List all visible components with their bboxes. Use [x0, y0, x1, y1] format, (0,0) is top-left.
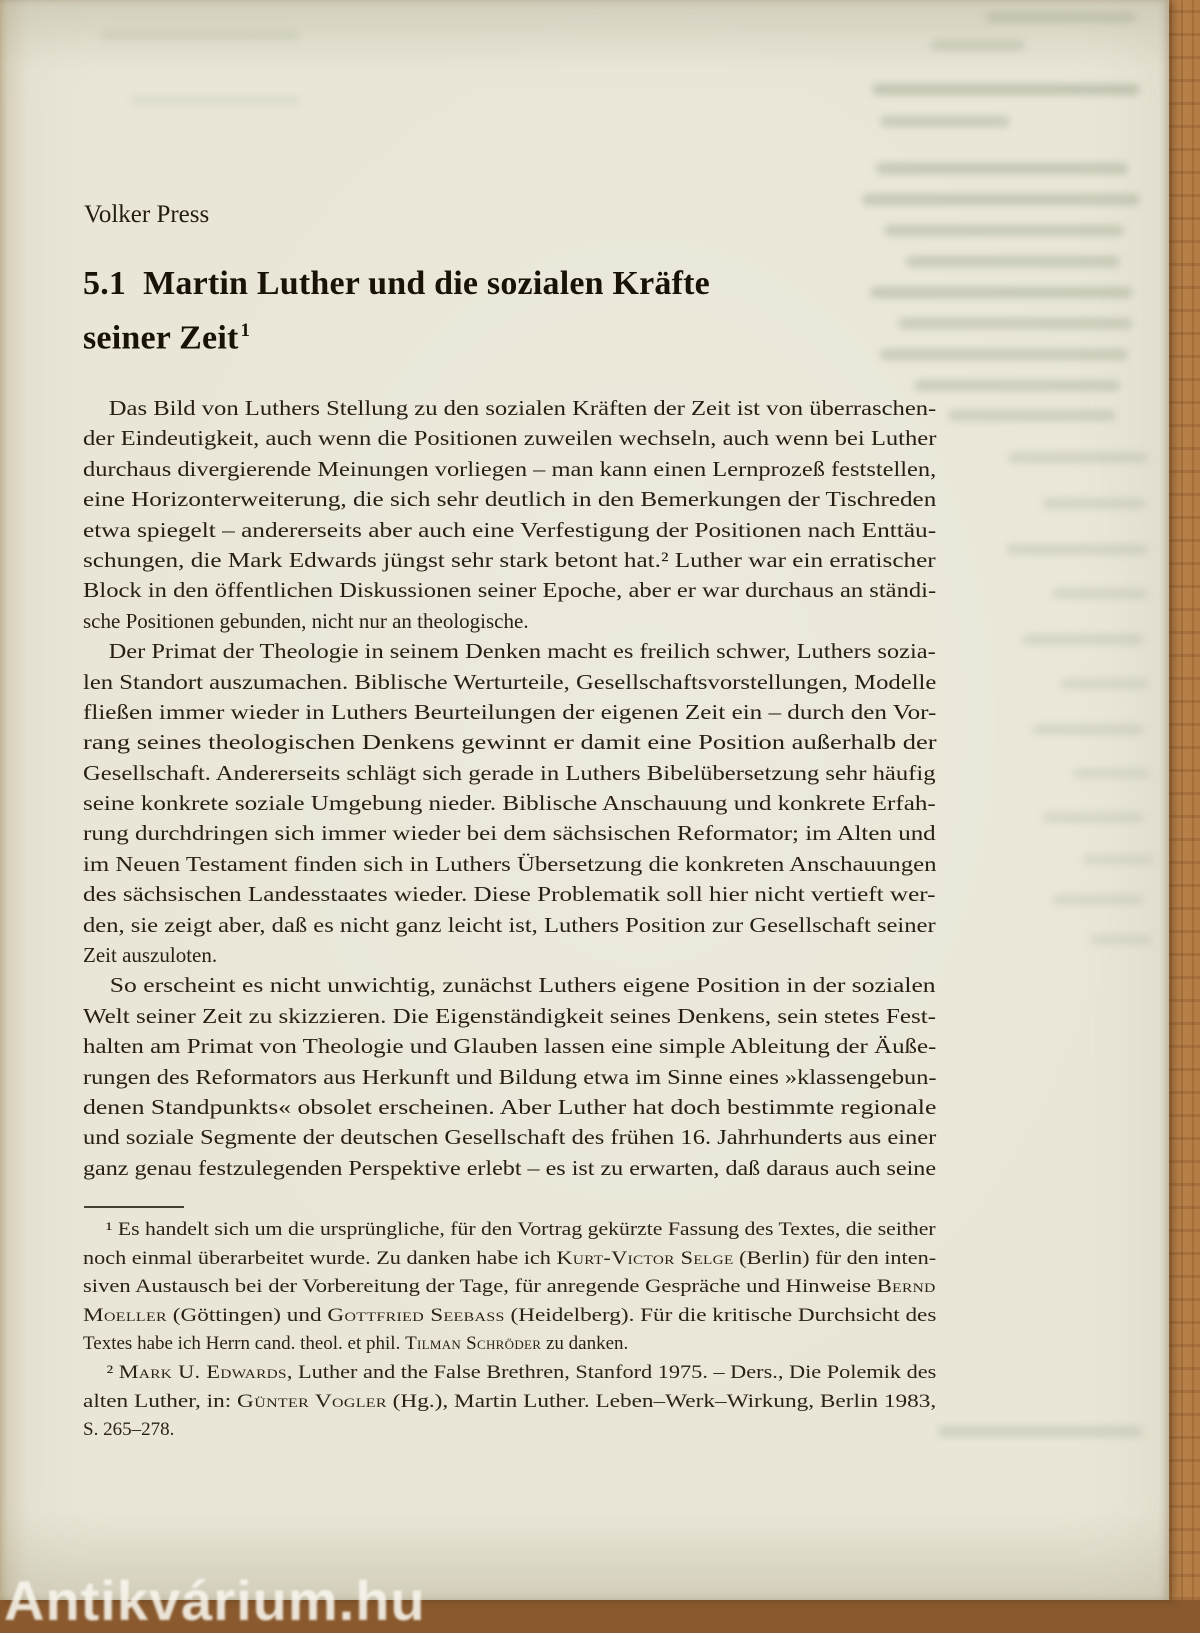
showthrough-mark: [1008, 452, 1148, 463]
footnote-text: noch einmal überarbeitet wurde. Zu danken habe ich: [83, 1247, 557, 1269]
showthrough-mark: [930, 40, 1025, 51]
text-line: rung durchdringen sich immer wieder bei dem sächsischen Reformator; im Alten und: [83, 821, 936, 846]
showthrough-mark: [1042, 812, 1144, 823]
text-line: Welt seiner Zeit zu skizzieren. Die Eigenständigkeit seines Denkens, sein stetes Fest-: [83, 1003, 937, 1028]
footnote-text: ¹ Es handelt sich um die ursprüngliche, für den Vortrag gekürzte Fassung des Textes, die seither: [105, 1219, 936, 1240]
paragraph: [83, 393, 936, 636]
text-line: im Neuen Testament finden sich in Luthers Übersetzung die konkreten Anschauungen: [83, 851, 937, 876]
footnote-text: alten Luther, in:: [83, 1390, 238, 1412]
footnote-text: , Luther and the False Brethren, Stanford 1975. – Ders., Die Polemik des: [286, 1361, 937, 1383]
showthrough-mark: [1032, 724, 1144, 735]
person-name-smallcaps: Mark U. Edwards: [118, 1361, 287, 1383]
showthrough-mark: [1060, 678, 1148, 689]
paragraph: [83, 970, 936, 1183]
text-line: rungen des Reformators aus Herkunft und Bildung etwa im Sinne eines »klassengebun-: [83, 1064, 937, 1089]
text-line: denen Standpunkts« obsolet erscheinen. Aber Luther hat doch bestimmte regionale: [83, 1094, 937, 1119]
showthrough-mark: [862, 194, 1140, 205]
text-line: sche Positionen gebunden, nicht nur an theologische.: [83, 608, 529, 633]
showthrough-mark: [130, 95, 300, 106]
footnote-separator-rule: [84, 1206, 184, 1208]
chapter-number: 5.1: [83, 265, 127, 302]
showthrough-mark: [898, 318, 1132, 329]
chapter-title-line1: Martin Luther und die sozialen Kräfte: [143, 265, 710, 302]
showthrough-mark: [1052, 588, 1148, 599]
showthrough-mark: [948, 410, 1116, 421]
footnote-line: [83, 1216, 936, 1245]
showthrough-mark: [986, 12, 1136, 23]
footnote-line: [83, 1416, 936, 1445]
person-name-smallcaps: Tilman Schröder: [405, 1333, 542, 1355]
text-line: Block in den öffentlichen Diskussionen seiner Epoche, aber er war durchaus an ständi-: [83, 578, 937, 603]
showthrough-mark: [938, 1426, 1143, 1437]
showthrough-mark: [1082, 854, 1154, 865]
text-line: und soziale Segmente der deutschen Gesellschaft des frühen 16. Jahrhunderts aus einer: [83, 1125, 937, 1150]
footnote-line: [83, 1245, 936, 1274]
showthrough-mark: [1072, 768, 1150, 779]
showthrough-mark: [872, 84, 1140, 95]
text-line: len Standort auszumachen. Biblische Werturteile, Gesellschaftsvorstellungen, Modelle: [83, 669, 937, 694]
footnote-text: (Heidelberg). Für die kritische Durchsicht des: [504, 1304, 937, 1326]
footnotes: [83, 1216, 936, 1445]
footnote-line: [83, 1359, 936, 1388]
text-line: Zeit auszuloten.: [83, 943, 218, 968]
paragraph: [83, 636, 936, 970]
showthrough-mark: [100, 30, 300, 41]
footnote-line: [83, 1273, 936, 1302]
person-name-smallcaps: Moeller: [83, 1304, 167, 1326]
text-line: halten am Primat von Theologie und Glauben lassen eine simple Ableitung der Äuße-: [83, 1034, 937, 1059]
showthrough-mark: [914, 380, 1120, 391]
text-line: eine Horizonterweiterung, die sich sehr deutlich in den Bemerkungen der Tischreden: [83, 487, 937, 512]
text-line: Der Primat der Theologie in seinem Denken macht es freilich schwer, Luthers sozia-: [108, 639, 936, 664]
person-name-smallcaps: Kurt-Victor Selge: [556, 1247, 734, 1269]
person-name-smallcaps: Gottfried Seebass: [327, 1304, 505, 1326]
footnote-text: S. 265–278.: [83, 1419, 175, 1441]
showthrough-mark: [870, 287, 1132, 298]
footnote-line: [83, 1330, 936, 1359]
showthrough-mark: [1052, 894, 1144, 905]
text-line: etwa spiegelt – andererseits aber auch eine Verfestigung der Positionen nach Enttäu-: [83, 517, 937, 542]
showthrough-mark: [906, 256, 1120, 267]
text-line: den, sie zeigt aber, daß es nicht ganz leicht ist, Luthers Position zur Gesellschaft seiner: [83, 912, 936, 937]
text-line: des sächsischen Landesstaates wieder. Diese Problematik soll hier nicht vertieft wer-: [83, 882, 936, 907]
footnote-text: zu danken.: [541, 1333, 629, 1355]
chapter-heading: [83, 260, 710, 361]
showthrough-mark: [1090, 934, 1152, 945]
footnote-line: [83, 1388, 936, 1417]
showthrough-mark: [876, 163, 1128, 174]
footnote-text: siven Austausch bei der Vorbereitung der Tage, für anregende Gespräche und Hinweise: [83, 1276, 877, 1298]
footnote-text: (Hg.), Martin Luther. Leben–Werk–Wirkung, Berlin 1983,: [386, 1390, 937, 1412]
footnote-text: (Göttingen) und: [166, 1304, 328, 1326]
text-line: Das Bild von Luthers Stellung zu den sozialen Kräften der Zeit ist von überraschen-: [108, 396, 937, 420]
text-line: durchaus divergierende Meinungen vorliegen – man kann einen Lernprozeß feststellen,: [83, 456, 937, 481]
text-line: schungen, die Mark Edwards jüngst sehr stark betont hat.² Luther war ein erratischer: [83, 547, 936, 572]
text-line: rang seines theologischen Denkens gewinnt er damit eine Position außerhalb der: [83, 730, 937, 755]
text-line: fließen immer wieder in Luthers Beurteilungen der eigenen Zeit ein – durch den Vor-: [83, 699, 937, 724]
person-name-smallcaps: Günter Vogler: [237, 1390, 387, 1412]
showthrough-mark: [880, 116, 1010, 127]
footnote-text: ²: [106, 1361, 119, 1383]
showthrough-mark: [1006, 544, 1148, 555]
text-line: der Eindeutigkeit, auch wenn die Positionen zuweilen wechseln, auch wenn bei Luther: [83, 426, 937, 451]
text-line: seine konkrete soziale Umgebung nieder. Biblische Anschauung und konkrete Erfah-: [83, 791, 936, 816]
footnote-text: (Berlin) für den inten-: [733, 1247, 937, 1269]
text-line: ganz genau festzulegenden Perspektive erlebt – es ist zu erwarten, daß daraus auch seine: [83, 1155, 937, 1180]
text-line: Gesellschaft. Andererseits schlägt sich gerade in Luthers Bibelübersetzung sehr häufig: [83, 760, 936, 785]
chapter-title-line2: seiner Zeit: [83, 319, 239, 357]
footnote: [83, 1359, 936, 1445]
showthrough-mark: [880, 349, 1128, 360]
showthrough-mark: [1042, 498, 1146, 509]
footnote: [83, 1216, 936, 1359]
heading-footnote-ref: 1: [240, 320, 251, 341]
showthrough-mark: [884, 225, 1124, 236]
body-text: [83, 393, 936, 1183]
footnote-text: Textes habe ich Herrn cand. theol. et phil.: [83, 1333, 406, 1355]
footnote-line: [83, 1302, 936, 1331]
author-name: Volker Press: [84, 201, 210, 228]
antikvarium-watermark: Antikvárium.hu: [4, 1569, 426, 1632]
text-line: So erscheint es nicht unwichtig, zunächst Luthers eigene Position in der sozialen: [109, 973, 936, 998]
showthrough-mark: [1022, 634, 1144, 645]
person-name-smallcaps: Bernd: [876, 1276, 936, 1298]
